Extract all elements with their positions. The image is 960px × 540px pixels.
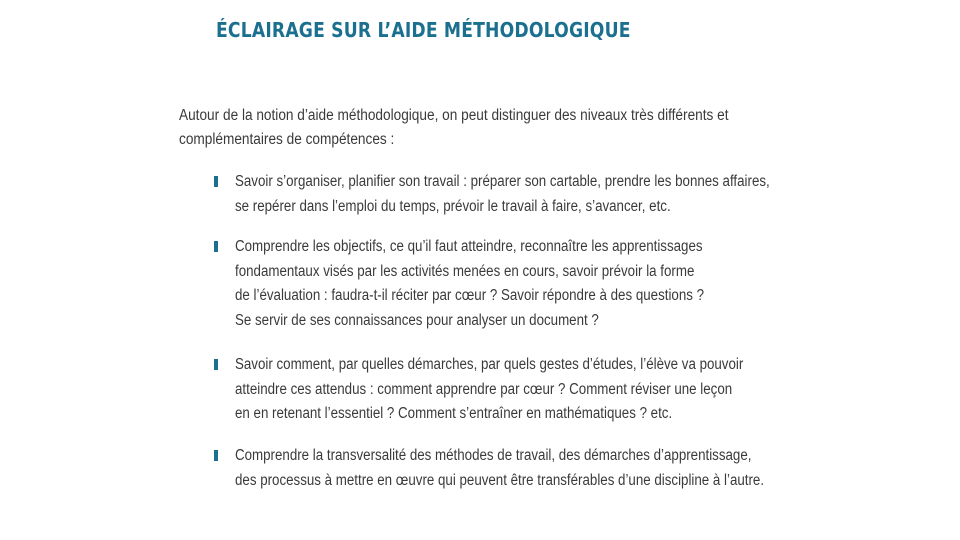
square-bullet-icon (214, 176, 218, 187)
list-item-line: des processus à mettre en œuvre qui peuvent être transférables d’une discipline à l’autre. (235, 471, 765, 489)
page-title: ÉCLAIRAGE SUR L’AIDE MÉTHODOLOGIQUE (216, 18, 631, 42)
list-item-line: Se servir de ses connaissances pour analyser un document ? (235, 311, 599, 329)
intro-paragraph (179, 104, 742, 152)
intro-line: Autour de la notion d’aide méthodologique, on peut distinguer des niveaux très différents et (179, 107, 729, 124)
list-item-line: Comprendre les objectifs, ce qu’il faut atteindre, reconnaître les apprentissages (235, 238, 703, 255)
square-bullet-icon (214, 241, 218, 252)
intro-line: complémentaires de compétences : (179, 131, 395, 148)
list-item-text (235, 444, 764, 493)
square-bullet-icon (214, 450, 218, 461)
list-item-line: atteindre ces attendus : comment apprendre par cœur ? Comment réviser une leçon (235, 380, 733, 398)
list-item-line: se repérer dans l’emploi du temps, prévoir le travail à faire, s’avancer, etc. (235, 197, 671, 215)
list-item-line: Comprendre la transversalité des méthodes de travail, des démarches d’apprentissage, (235, 447, 752, 464)
list-item-text (235, 353, 743, 427)
list-item-line: en en retenant l’essentiel ? Comment s’entraîner en mathématiques ? etc. (235, 405, 673, 422)
list-item-line: fondamentaux visés par les activités menées en cours, savoir prévoir la forme (235, 262, 695, 280)
list-item-text (235, 170, 770, 219)
list-item-line: Savoir comment, par quelles démarches, par quels gestes d’études, l’élève va pouvoir (235, 356, 744, 373)
list-item-line: Savoir s’organiser, planifier son travail : préparer son cartable, prendre les bonnes affaires, (235, 173, 770, 190)
list-item-text (235, 235, 704, 333)
list-item-line: de l’évaluation : faudra-t-il réciter par cœur ? Savoir répondre à des questions ? (235, 287, 705, 304)
square-bullet-icon (214, 359, 218, 370)
